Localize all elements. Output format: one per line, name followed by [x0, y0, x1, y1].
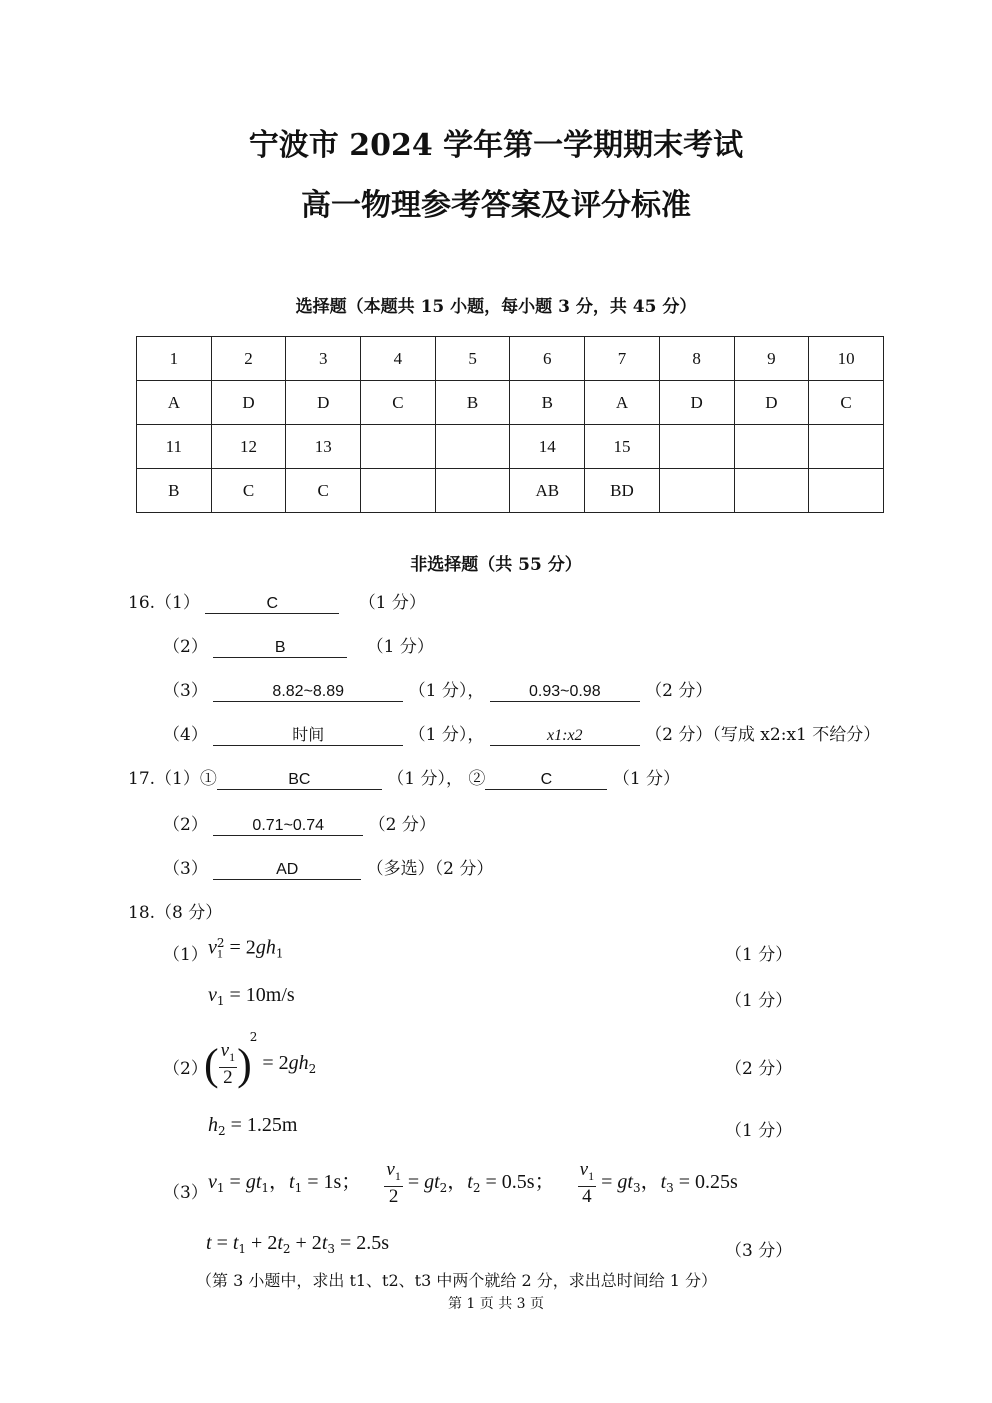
- table-cell: 10: [809, 337, 884, 381]
- q18-p1-label: （1）: [163, 945, 208, 965]
- q18-eq5: $v_1 = gt_1$，$t_1 = 1s$； $\frac{v_1}{2}$ = $gt_2$，$t_2 = 0.5s$； $\frac{v_1}{4}$ = $gt_3$，$t_3 = 0.25s$: [208, 1159, 738, 1207]
- q18-eq2: $v_1 = 10m/s$: [208, 984, 295, 1009]
- q16-p4-points-a: （1 分），: [408, 725, 485, 745]
- q16-p4-answer-b: x1:x2: [490, 727, 640, 746]
- table-cell: [659, 425, 734, 469]
- q16-p4-points-b: （2 分）（写成 x2:x1 不给分）: [645, 725, 881, 745]
- q16-p3-label: （3）: [163, 681, 208, 701]
- q17-p1-points-a: （1 分），: [387, 769, 464, 789]
- q18-eq3-points: （2 分）: [725, 1059, 793, 1079]
- q17-p1-answer-b: C: [485, 771, 607, 790]
- table-cell: [659, 469, 734, 513]
- table-cell: D: [734, 381, 809, 425]
- q18-eq4: $h_2 = 1.25m$: [208, 1114, 298, 1139]
- table-cell: [435, 469, 510, 513]
- q16-part2: [163, 632, 434, 658]
- table-row: [137, 425, 884, 469]
- q18-eq1-points: （1 分）: [725, 945, 793, 965]
- q16-p3-answer-a: 8.82~8.89: [213, 683, 403, 702]
- q17-p3-points: （多选）（2 分）: [366, 859, 494, 879]
- q17-p1-answer-a: BC: [217, 771, 382, 790]
- table-cell: B: [510, 381, 585, 425]
- q18-eq2-points: （1 分）: [725, 991, 793, 1011]
- page-title: 宁波市 2024 学年第一学期期末考试: [248, 128, 744, 163]
- table-cell: C: [211, 469, 286, 513]
- table-cell: [361, 469, 436, 513]
- table-cell: [734, 469, 809, 513]
- q17-part1: [128, 764, 680, 790]
- q16-part4: [163, 720, 880, 746]
- q16-p2-points: （1 分）: [366, 637, 434, 657]
- table-cell: 9: [734, 337, 809, 381]
- non-mc-heading: 非选择题（共 55 分）: [410, 555, 582, 575]
- q18-heading: 18.（8 分）: [128, 903, 223, 923]
- table-cell: 13: [286, 425, 361, 469]
- table-cell: AB: [510, 469, 585, 513]
- q18-eq1: $v_1^2 = 2gh_1$: [208, 936, 284, 961]
- table-cell: 15: [585, 425, 660, 469]
- table-cell: [435, 425, 510, 469]
- q16-part1: [128, 588, 426, 614]
- q18-eq6: $t = t_1 + 2t_2 + 2t_3 = 2.5s$: [206, 1232, 390, 1257]
- table-cell: 6: [510, 337, 585, 381]
- table-row: [137, 381, 884, 425]
- table-cell: 12: [211, 425, 286, 469]
- q17-p3-label: （3）: [163, 859, 208, 879]
- table-cell: C: [286, 469, 361, 513]
- page-subtitle: 高一物理参考答案及评分标准: [301, 188, 691, 223]
- q17-number: 17.: [128, 769, 156, 789]
- table-cell: [809, 469, 884, 513]
- q16-p1-label: （1）: [155, 593, 200, 613]
- table-row: [137, 469, 884, 513]
- table-cell: 8: [659, 337, 734, 381]
- q17-part3: [163, 854, 493, 880]
- mc-heading: 选择题（本题共 15 小题，每小题 3 分，共 45 分）: [295, 297, 697, 317]
- q18-eq6-points: （3 分）: [725, 1241, 793, 1261]
- q16-p2-answer: B: [213, 639, 347, 658]
- table-cell: BD: [585, 469, 660, 513]
- q16-p1-answer: C: [205, 595, 339, 614]
- q18-p3-label: （3）: [163, 1183, 208, 1203]
- table-cell: A: [585, 381, 660, 425]
- q16-p1-points: （1 分）: [358, 593, 426, 613]
- answer-table: [136, 336, 884, 513]
- table-cell: 3: [286, 337, 361, 381]
- q16-p2-label: （2）: [163, 637, 208, 657]
- q16-number: 16.: [128, 593, 156, 613]
- table-cell: 1: [137, 337, 212, 381]
- table-row: [137, 337, 884, 381]
- q16-p4-label: （4）: [163, 725, 208, 745]
- table-cell: C: [361, 381, 436, 425]
- table-cell: 11: [137, 425, 212, 469]
- table-cell: B: [137, 469, 212, 513]
- page-number: 第 1 页 共 3 页: [447, 1296, 545, 1312]
- q16-p3-points-a: （1 分），: [408, 681, 485, 701]
- q18-eq3: ( $\frac{v_1}{2}$ )$^2 = 2gh_2$: [204, 1030, 317, 1089]
- table-cell: 5: [435, 337, 510, 381]
- table-cell: [809, 425, 884, 469]
- table-cell: 4: [361, 337, 436, 381]
- q16-p3-answer-b: 0.93~0.98: [490, 683, 640, 702]
- q16-p3-points-b: （2 分）: [645, 681, 713, 701]
- table-cell: A: [137, 381, 212, 425]
- q16-p4-answer-a: 时间: [213, 727, 403, 746]
- table-cell: 2: [211, 337, 286, 381]
- q17-p2-label: （2）: [163, 815, 208, 835]
- q18-note: （第 3 小题中，求出 t1、t2、t3 中两个就给 2 分，求出总时间给 1 分）: [196, 1271, 718, 1290]
- q18-eq4-points: （1 分）: [725, 1121, 793, 1141]
- table-cell: 14: [510, 425, 585, 469]
- q18-p2-label: （2）: [163, 1059, 208, 1079]
- q17-p1-sub-b: ②: [468, 769, 486, 789]
- table-cell: D: [286, 381, 361, 425]
- q17-p3-answer: AD: [213, 861, 361, 880]
- q17-p1-points-b: （1 分）: [612, 769, 681, 789]
- q17-p2-points: （2 分）: [368, 815, 436, 835]
- table-cell: D: [659, 381, 734, 425]
- table-cell: 7: [585, 337, 660, 381]
- q17-part2: [163, 810, 436, 836]
- table-cell: C: [809, 381, 884, 425]
- q17-p2-answer: 0.71~0.74: [213, 817, 363, 836]
- table-cell: B: [435, 381, 510, 425]
- table-cell: [734, 425, 809, 469]
- table-cell: [361, 425, 436, 469]
- q17-p1-label: （1）①: [155, 769, 217, 789]
- q16-part3: [163, 676, 712, 702]
- table-cell: D: [211, 381, 286, 425]
